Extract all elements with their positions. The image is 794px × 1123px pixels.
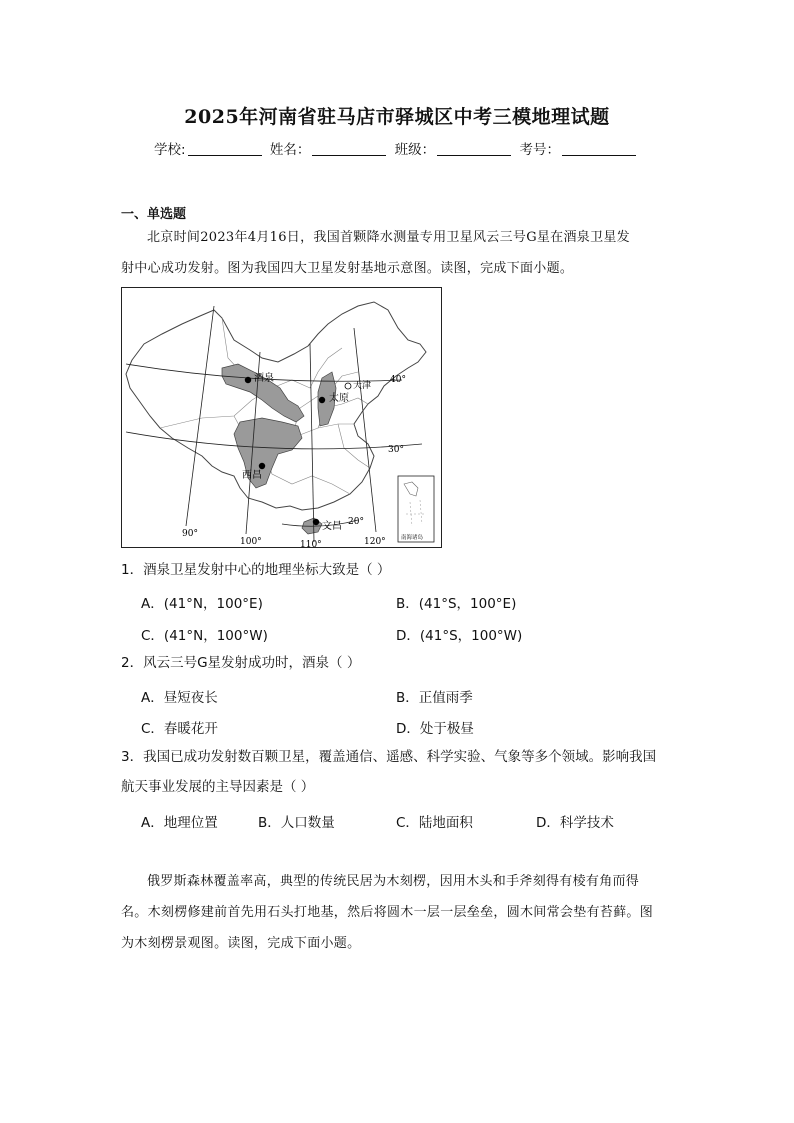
taiyuan-dot xyxy=(319,397,325,403)
school-blank[interactable] xyxy=(188,143,262,156)
longitude-90 xyxy=(186,306,214,526)
xichang-dot xyxy=(259,463,265,469)
inset-label: 南海诸岛 xyxy=(401,535,424,541)
lat-label-20: 20° xyxy=(348,517,364,527)
lon-label-110: 110° xyxy=(300,540,322,548)
q3-option-a[interactable]: A．地理位置 xyxy=(141,815,218,831)
china-map-svg xyxy=(122,288,442,548)
q3-option-d[interactable]: D．科学技术 xyxy=(536,815,614,831)
page-title: 2025年河南省驻马店市驿城区中考三模地理试题 xyxy=(184,106,610,128)
passage-1-line-2: 射中心成功发射。图为我国四大卫星发射基地示意图。读图，完成下面小题。 xyxy=(121,261,574,276)
q3-option-c[interactable]: C．陆地面积 xyxy=(396,815,473,831)
label-taiyuan: 太原 xyxy=(329,393,349,404)
id-label: 考号： xyxy=(519,142,560,158)
q1-option-b[interactable]: B．(41°S，100°E) xyxy=(396,596,517,612)
lat-label-40: 40° xyxy=(390,375,406,385)
lon-label-100: 100° xyxy=(240,537,262,547)
name-blank[interactable] xyxy=(312,143,386,156)
passage-2-line-3: 为木刻楞景观图。读图，完成下面小题。 xyxy=(121,936,361,951)
question-2-stem: 2．风云三号G星发射成功时，酒泉（ ） xyxy=(121,655,361,671)
q1-option-d[interactable]: D．(41°S，100°W) xyxy=(396,628,523,644)
label-xichang: 西昌 xyxy=(242,470,262,481)
tianjin-dot xyxy=(345,383,351,389)
question-1-stem: 1．酒泉卫星发射中心的地理坐标大致是（ ） xyxy=(121,562,391,578)
label-wenchang: 文昌 xyxy=(322,521,342,532)
lon-label-90: 90° xyxy=(182,529,198,539)
question-3-stem xyxy=(121,742,681,802)
passage-1 xyxy=(121,222,677,284)
launch-sites-map xyxy=(121,287,442,548)
wenchang-dot xyxy=(313,519,319,525)
lat-label-30: 30° xyxy=(388,445,404,455)
q2-option-b[interactable]: B．正值雨季 xyxy=(396,690,473,706)
class-label: 班级： xyxy=(394,142,436,158)
q1-option-a[interactable]: A．(41°N，100°E) xyxy=(141,596,263,612)
q1-option-c[interactable]: C．(41°N，100°W) xyxy=(141,628,268,644)
q2-option-c[interactable]: C．春暖花开 xyxy=(141,721,218,737)
class-blank[interactable] xyxy=(437,143,511,156)
passage-2 xyxy=(121,866,679,959)
passage-1-line-1: 北京时间2023年4月16日，我国首颗降水测量专用卫星风云三号G星在酒泉卫星发 xyxy=(147,230,630,245)
passage-2-line-2: 名。木刻楞修建前首先用石头打地基，然后将圆木一层一层垒垒，圆木间常会垫有苔藓。图 xyxy=(121,905,654,920)
longitude-110 xyxy=(310,344,314,542)
label-tianjin: 天津 xyxy=(353,381,372,391)
id-blank[interactable] xyxy=(562,143,636,156)
jiuquan-dot xyxy=(245,377,251,383)
student-info-line xyxy=(0,138,794,158)
q2-option-d[interactable]: D．处于极昼 xyxy=(396,721,474,737)
section-heading: 一、单选题 xyxy=(121,207,187,222)
q3-stem-line-2: 航天事业发展的主导因素是（ ） xyxy=(121,779,315,795)
passage-2-line-1: 俄罗斯森林覆盖率高，典型的传统民居为木刻楞，因用木头和手斧刻得有棱有角而得 xyxy=(147,874,640,889)
q3-option-b[interactable]: B．人口数量 xyxy=(258,815,335,831)
q3-stem-line-1: 3．我国已成功发射数百颗卫星，覆盖通信、遥感、科学实验、气象等多个领域。影响我国 xyxy=(121,749,657,765)
school-label: 学校: xyxy=(154,142,186,158)
lon-label-120: 120° xyxy=(364,537,386,547)
name-label: 姓名： xyxy=(269,142,311,158)
q2-option-a[interactable]: A．昼短夜长 xyxy=(141,690,218,706)
label-jiuquan: 酒泉 xyxy=(254,373,274,384)
longitude-120 xyxy=(354,328,376,532)
